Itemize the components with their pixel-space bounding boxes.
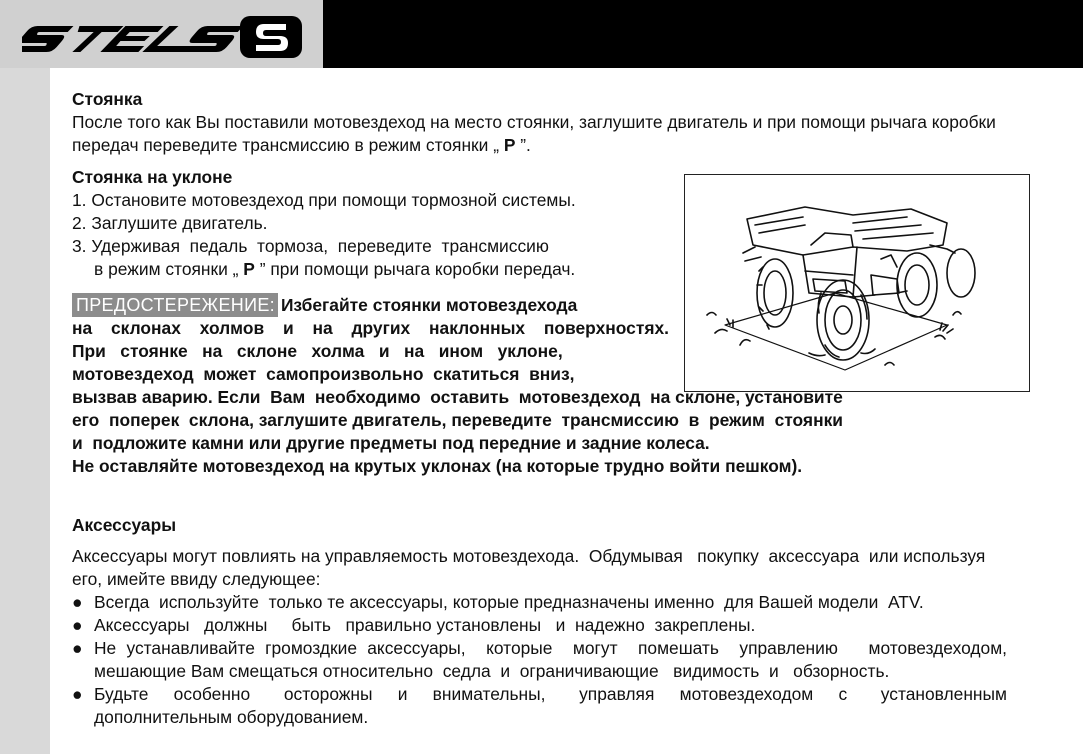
slope-steps <box>72 189 672 281</box>
accessories-section <box>72 514 1012 729</box>
accessories-title: Аксессуары <box>72 515 177 535</box>
page-header <box>0 0 1083 68</box>
bullet-icon: ● <box>72 592 83 612</box>
accessories-list <box>72 591 1012 729</box>
bullet-icon: ● <box>72 684 83 704</box>
warning-section <box>72 293 987 478</box>
accessories-item-text: Не устанавливайте громоздкие аксессуары, которые могут помешать управлению мотовездеходом, мешающие Вам смещаться относительно седла и ограничивающие видимость и обзорность. <box>94 638 1012 681</box>
list-item <box>72 683 1012 729</box>
warning-line-8: Не оставляйте мотовездеход на крутых уклонах (на которые трудно войти пешком). <box>72 456 803 476</box>
warning-line-7: и подложите камни или другие предметы под передние и задние колеса. <box>72 433 710 453</box>
slope-title: Стоянка на уклоне <box>72 167 233 187</box>
warning-line-2: на склонах холмов и на других наклонных поверхностях. <box>72 318 669 338</box>
warning-label: ПРЕДОСТЕРЕЖЕНИЕ: <box>72 293 278 317</box>
list-item <box>72 637 1012 683</box>
slope-step-2: 2. Заглушите двигатель. <box>72 213 268 233</box>
bullet-icon: ● <box>72 638 83 658</box>
warning-line-6: его поперек склона, заглушите двигатель, переведите трансмиссию в режим стоянки <box>72 410 843 430</box>
brand-logo <box>0 0 323 68</box>
warning-line-4: мотовездеход может самопроизвольно скатиться вниз, <box>72 364 575 384</box>
slope-step-1: 1. Остановите мотовездеход при помощи тормозной системы. <box>72 190 576 210</box>
accessories-intro: Аксессуары могут повлиять на управляемость мотовездехода. Обдумывая покупку аксессуара или используя его, имейте ввиду следующее: <box>72 546 991 589</box>
slope-step-3-cont <box>72 258 672 281</box>
parking-text-a: После того как Вы поставили мотовездеход на место стоянки, заглушите двигатель и при помощи рычага коробки передач переведите трансмиссию в режим стоянки „ <box>72 112 996 155</box>
slope-p-mode: P <box>243 259 255 279</box>
bullet-icon: ● <box>72 615 83 635</box>
warning-line-1 <box>72 293 669 317</box>
parking-text-b: ”. <box>515 135 531 155</box>
slope-parking-section <box>72 166 672 281</box>
accessories-item-text: Будьте особенно осторожны и внимательны, управляя мотовездеходом с установленным дополнительным оборудованием. <box>94 684 1012 727</box>
page-sidebar-stripe <box>0 68 50 754</box>
slope-step-3-text-b: ” при помощи рычага коробки передач. <box>254 259 576 279</box>
parking-title: Стоянка <box>72 89 143 109</box>
warning-line-3: При стоянке на склоне холма и на ином уклоне, <box>72 341 563 361</box>
slope-step-3-text-a: в режим стоянки „ <box>94 259 244 279</box>
warning-text-1: Избегайте стоянки мотовездехода <box>280 295 578 315</box>
list-item <box>72 614 1007 637</box>
parking-p-mode: P <box>503 135 516 155</box>
warning-line-5: вызвав аварию. Если Вам необходимо оставить мотовездеход на склоне, установите <box>72 387 843 407</box>
stels-logo-icon <box>22 12 307 60</box>
list-item <box>72 591 1007 614</box>
parking-text <box>72 111 1032 157</box>
accessories-item-text: Аксессуары должны быть правильно установлены и надежно закреплены. <box>94 615 756 635</box>
accessories-item-text: Всегда используйте только те аксессуары, которые предназначены именно для Вашей модели ATV. <box>94 592 924 612</box>
slope-step-3: 3. Удерживая педаль тормоза, переведите трансмиссию <box>72 236 549 256</box>
parking-section <box>72 88 1032 157</box>
